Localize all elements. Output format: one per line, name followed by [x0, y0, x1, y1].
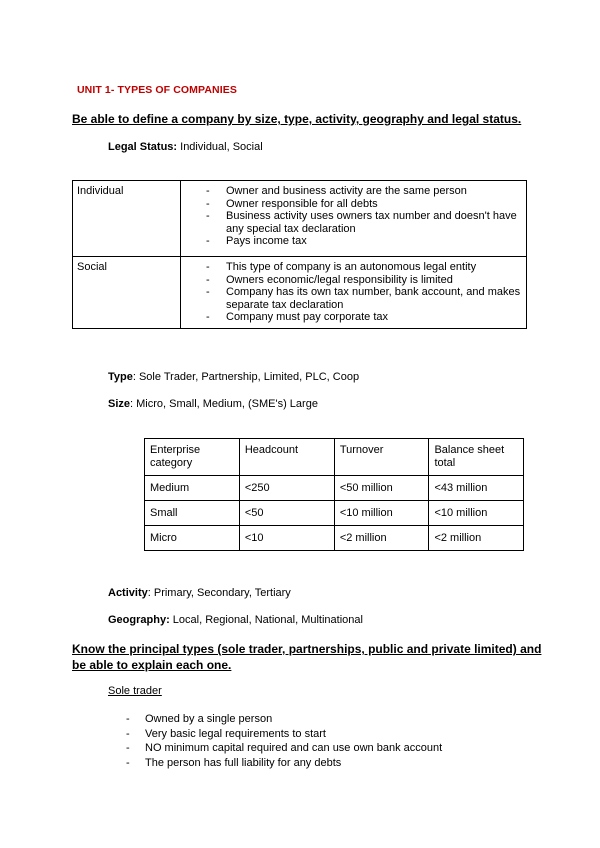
legal-status-line [108, 141, 263, 153]
list-item: - This type of company is an autonomous legal entity [185, 261, 522, 274]
legal-desc-list [185, 185, 522, 248]
type-label: Type [108, 371, 133, 383]
legal-status-value: Individual, Social [177, 141, 263, 153]
table-cell: <50 [239, 501, 334, 526]
type-line [108, 371, 359, 383]
geography-value: Local, Regional, National, Multinational [169, 614, 363, 626]
geography-label: Geography: [108, 614, 170, 626]
table-header-row [145, 439, 524, 476]
table-row [73, 257, 527, 329]
list-item: - Owner and business activity are the same person [185, 185, 522, 198]
list-item: - Company has its own tax number, bank account, and makes separate tax declaration [185, 286, 522, 311]
column-header: Balance sheet total [429, 439, 524, 476]
table-cell: <10 [239, 526, 334, 551]
unit-title: UNIT 1- TYPES OF COMPANIES [77, 84, 237, 96]
table-row [145, 501, 524, 526]
list-item: - Owner responsible for all debts [185, 198, 522, 211]
legal-type-cell: Individual [73, 181, 181, 257]
table-cell: <2 million [429, 526, 524, 551]
sole-trader-subheading: Sole trader [108, 685, 162, 697]
geography-line [108, 614, 363, 626]
sole-trader-list [126, 712, 442, 770]
table-row [73, 181, 527, 257]
type-value: : Sole Trader, Partnership, Limited, PLC, Coop [132, 371, 360, 383]
list-item: - The person has full liability for any debts [126, 756, 442, 771]
activity-label: Activity [108, 587, 148, 599]
size-label: Size [108, 398, 131, 410]
list-item: - NO minimum capital required and can use own bank account [126, 741, 442, 756]
list-item: - Business activity uses owners tax number and doesn't have any special tax declaration [185, 210, 522, 235]
list-item: - Very basic legal requirements to start [126, 727, 442, 742]
list-item: - Company must pay corporate tax [185, 311, 522, 324]
list-item: - Owned by a single person [126, 712, 442, 727]
legal-desc-cell [181, 257, 527, 329]
size-table [144, 438, 524, 551]
column-header: Headcount [239, 439, 334, 476]
activity-value: : Primary, Secondary, Tertiary [147, 587, 291, 599]
table-row [145, 526, 524, 551]
size-value: : Micro, Small, Medium, (SME's) Large [130, 398, 318, 410]
legal-desc-cell [181, 181, 527, 257]
size-line [108, 398, 318, 410]
list-item: - Owners economic/legal responsibility is limited [185, 274, 522, 287]
table-cell: <2 million [334, 526, 429, 551]
section-heading-types: Know the principal types (sole trader, partnerships, public and private limited) and be able to explain each one. [72, 642, 542, 672]
legal-desc-list [185, 261, 522, 324]
activity-line [108, 587, 291, 599]
table-cell: <43 million [429, 476, 524, 501]
table-cell: <50 million [334, 476, 429, 501]
legal-status-label: Legal Status: [108, 141, 178, 153]
legal-type-cell: Social [73, 257, 181, 329]
table-row [145, 476, 524, 501]
legal-status-table [72, 180, 527, 329]
table-cell: <250 [239, 476, 334, 501]
column-header: Turnover [334, 439, 429, 476]
section-heading-define: Be able to define a company by size, type, activity, geography and legal status. [72, 112, 522, 126]
table-cell: Micro [145, 526, 240, 551]
list-item: - Pays income tax [185, 235, 522, 248]
column-header: Enterprise category [145, 439, 240, 476]
table-cell: <10 million [429, 501, 524, 526]
table-cell: <10 million [334, 501, 429, 526]
table-cell: Medium [145, 476, 240, 501]
table-cell: Small [145, 501, 240, 526]
